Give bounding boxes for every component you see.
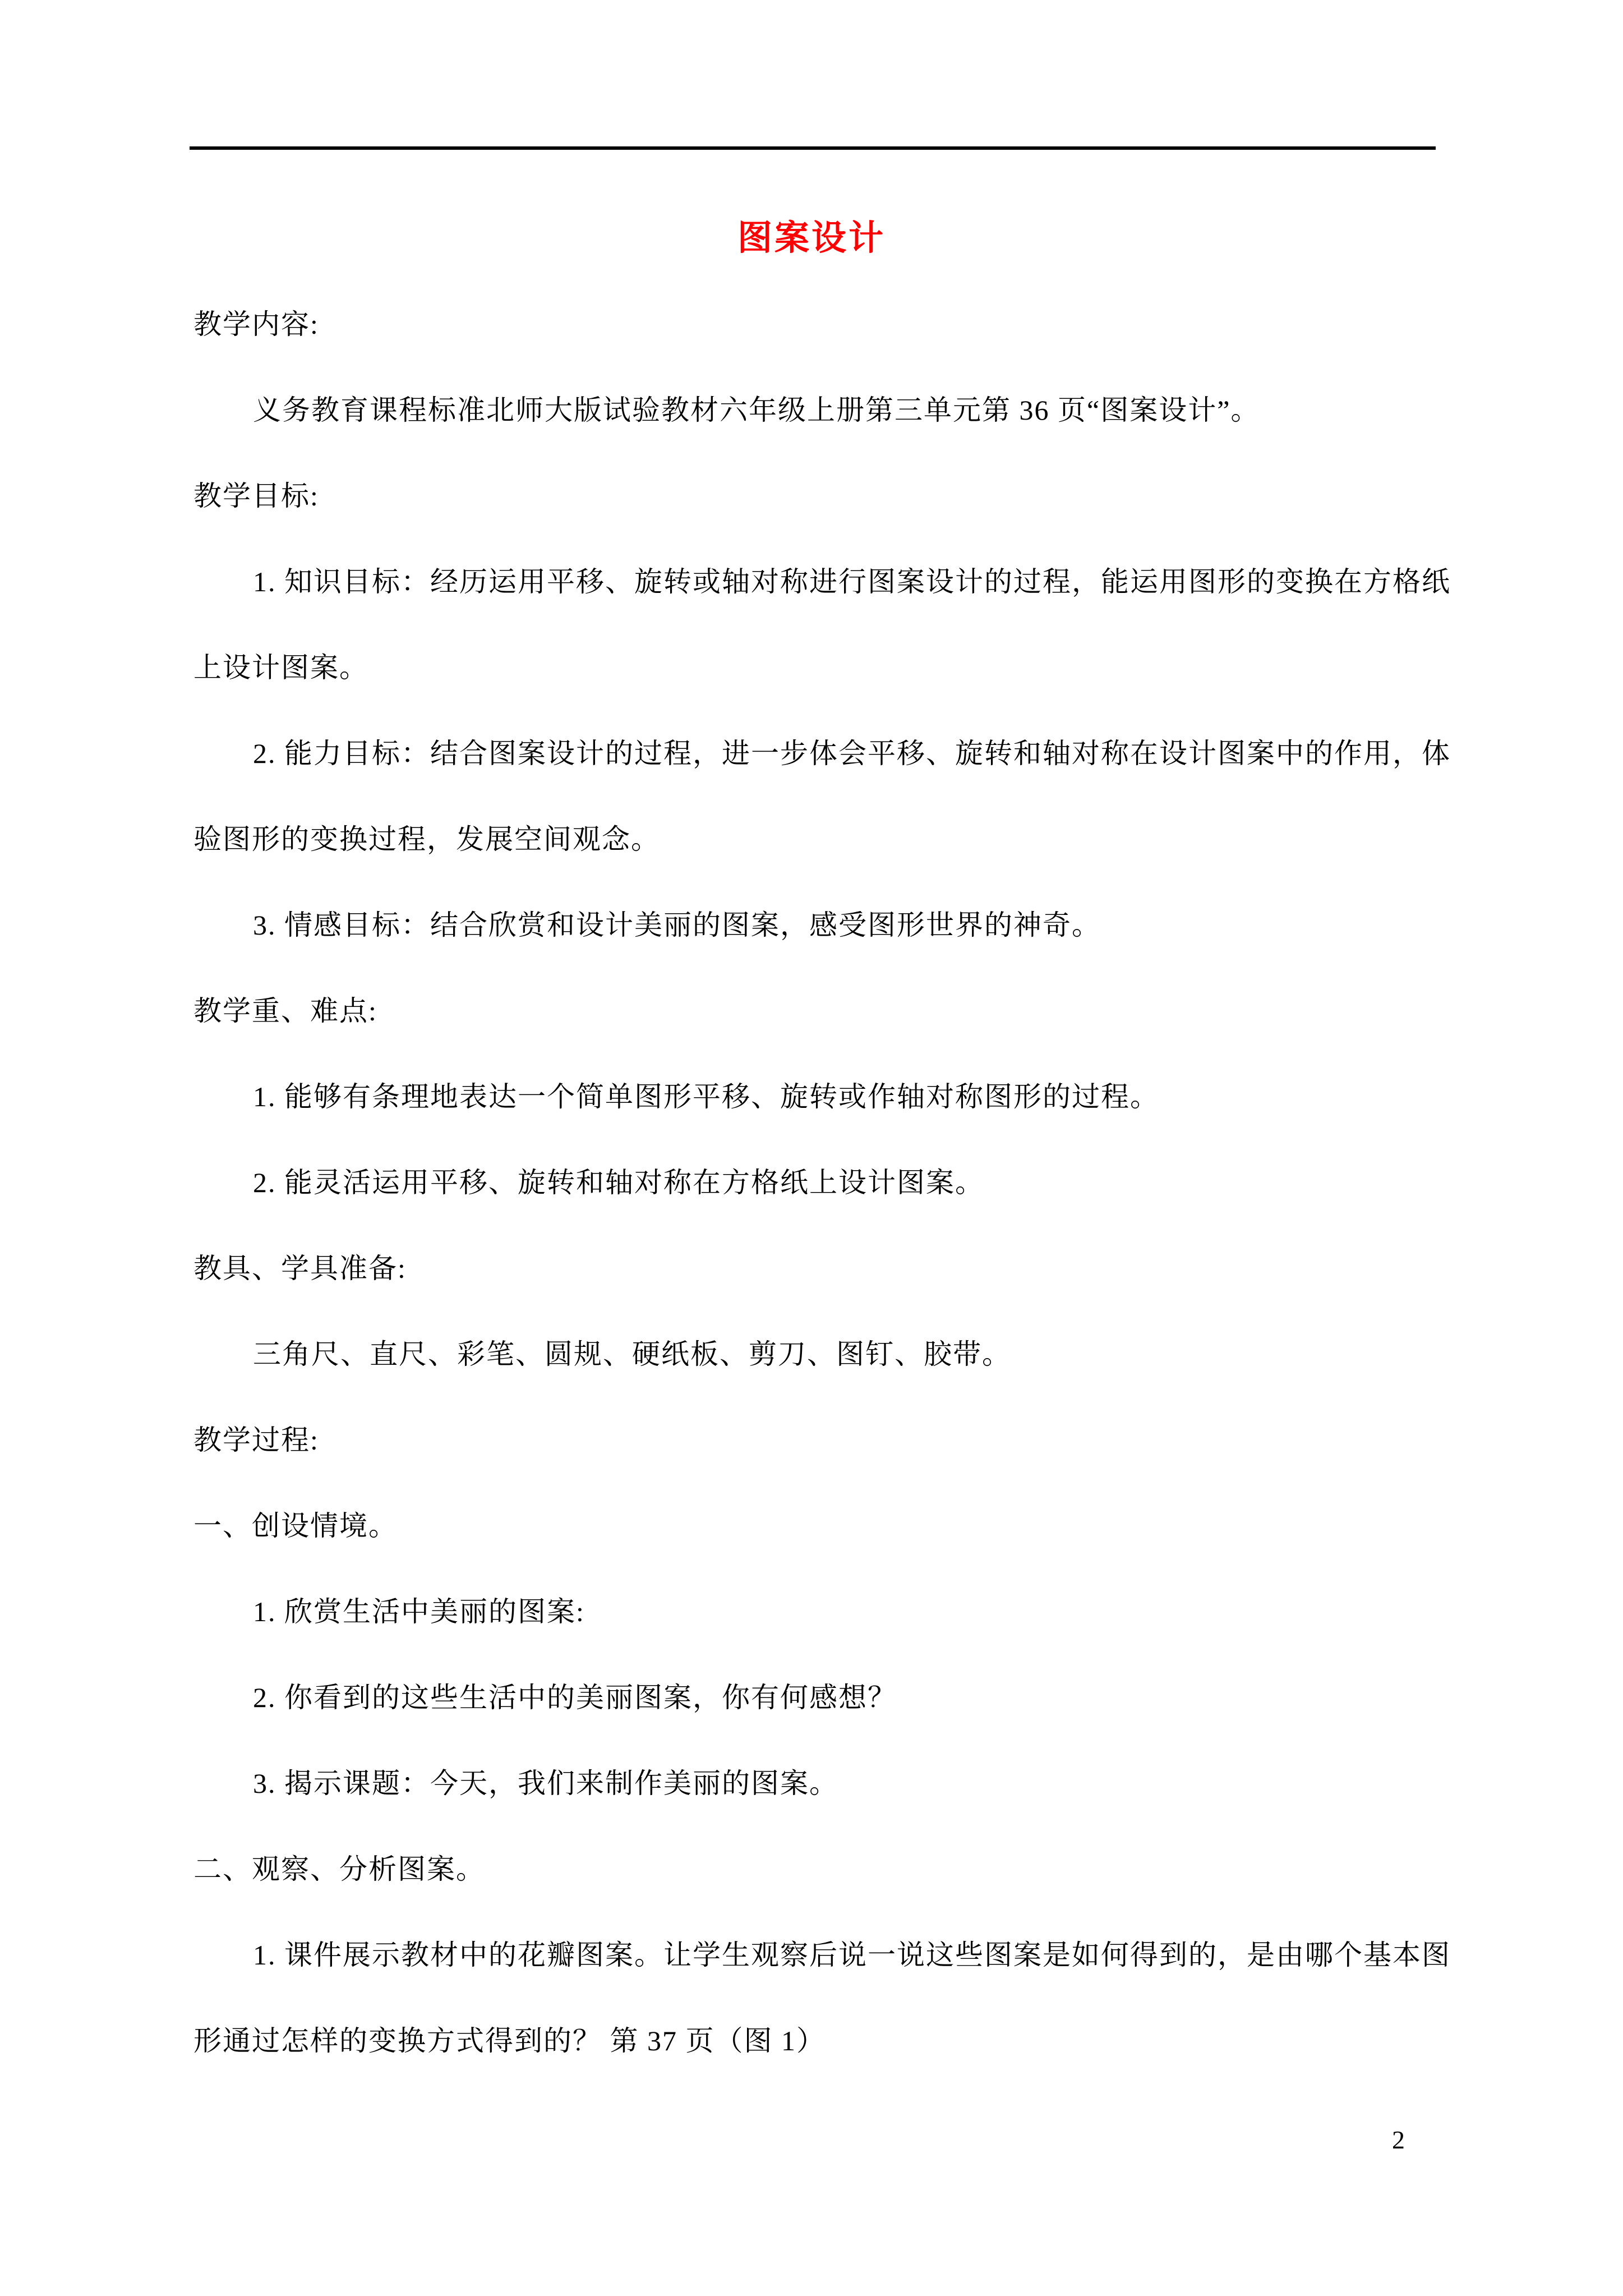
doc-line-19: 二、观察、分析图案。 [193, 1853, 485, 1885]
doc-line-17: 2. 你看到的这些生活中的美丽图案，你有何感想？ [253, 1682, 897, 1713]
doc-line-15: 一、创设情境。 [193, 1510, 398, 1542]
doc-line-10: 1. 能够有条理地表达一个简单图形平移、旋转或作轴对称图形的过程。 [253, 1081, 1159, 1112]
doc-line-5: 上设计图案。 [193, 652, 368, 683]
doc-line-12: 教具、学具准备: [193, 1253, 407, 1284]
document-title: 图案设计 [737, 219, 886, 257]
doc-line-16: 1. 欣赏生活中美丽的图案: [253, 1596, 585, 1627]
doc-line-3: 教学目标: [193, 480, 319, 512]
doc-line-11: 2. 能灵活运用平移、旋转和轴对称在方格纸上设计图案。 [253, 1167, 984, 1198]
doc-line-14: 教学过程: [193, 1424, 319, 1456]
doc-line-20: 1. 课件展示教材中的花瓣图案。让学生观察后说一说这些图案是如何得到的，是由哪个基本图 [253, 1939, 1451, 1971]
doc-line-2: 义务教育课程标准北师大版试验教材六年级上册第三单元第 36 页“图案设计”。 [253, 394, 1260, 426]
doc-line-9: 教学重、难点: [193, 995, 377, 1027]
doc-line-21: 形通过怎样的变换方式得到的？ 第 37 页（图 1） [193, 2025, 826, 2056]
doc-line-7: 验图形的变换过程，发展空间观念。 [193, 823, 660, 855]
doc-line-13: 三角尺、直尺、彩笔、圆规、硬纸板、剪刀、图钉、胶带。 [253, 1338, 1011, 1370]
doc-line-1: 教学内容: [193, 309, 319, 340]
doc-line-6: 2. 能力目标：结合图案设计的过程，进一步体会平移、旋转和轴对称在设计图案中的作用，体 [253, 738, 1451, 769]
doc-line-8: 3. 情感目标：结合欣赏和设计美丽的图案，感受图形世界的神奇。 [253, 909, 1101, 941]
document-body [193, 282, 1451, 2084]
page-number: 2 [1392, 2125, 1405, 2154]
doc-line-4: 1. 知识目标：经历运用平移、旋转或轴对称进行图案设计的过程，能运用图形的变换在方格纸 [253, 566, 1451, 597]
header-rule [190, 146, 1436, 150]
doc-line-18: 3. 揭示课题：今天，我们来制作美丽的图案。 [253, 1768, 838, 1799]
